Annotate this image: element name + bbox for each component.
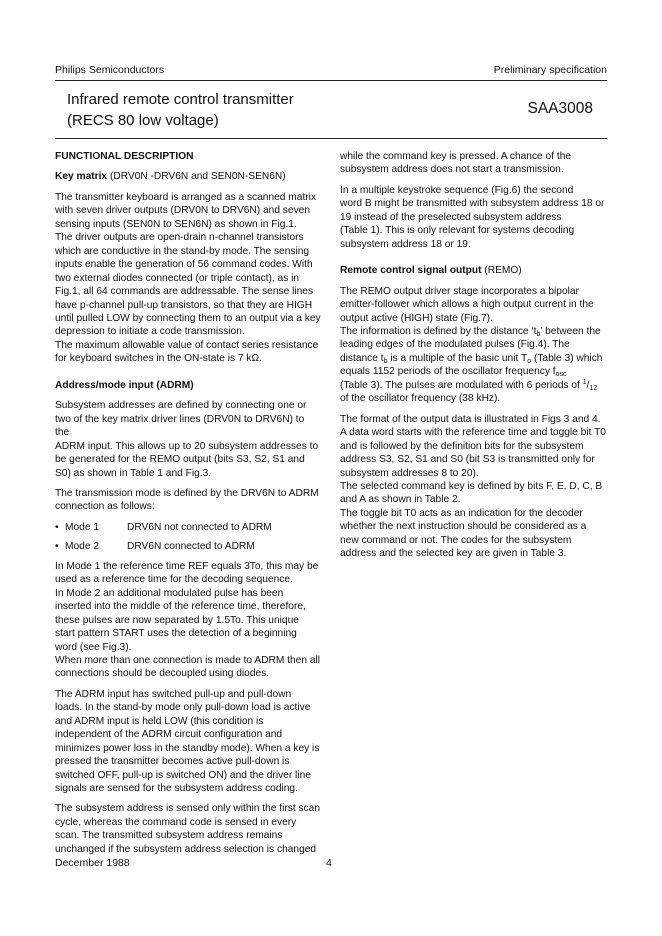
mode-text: DRV6N connected to ADRM xyxy=(127,541,255,553)
text-line: word B might be transmitted with subsystem address 18 or xyxy=(340,198,605,210)
text-line: 19 instead of the preselected subsystem address xyxy=(340,211,562,223)
text-line: and ADRM input is held LOW (this condition is xyxy=(55,715,264,727)
text-line: depression to initiate a code transmission. xyxy=(55,326,245,338)
text-line: have p-channel pull-up transistors, so that they are HIGH xyxy=(55,299,313,311)
title-block xyxy=(55,81,607,137)
mode-label: Mode 1 xyxy=(65,521,99,533)
text-line: signals are sensed for the subsystem address coding. xyxy=(55,783,298,795)
section-title: FUNCTIONAL DESCRIPTION xyxy=(55,151,194,162)
text-line: independent of the ADRM circuit configuration and xyxy=(55,729,283,741)
page-number: 4 xyxy=(326,857,332,869)
text-line: The selected command key is defined by bits F, E, D, C, B xyxy=(340,480,603,492)
text-line: two external diodes connected (or triple contact), as in xyxy=(55,272,300,284)
text-line: inputs enable the generation of 56 command codes. With xyxy=(55,259,313,271)
adrm-paragraph-5 xyxy=(55,802,321,856)
adrm-paragraph-4 xyxy=(55,688,321,796)
subscript: osc xyxy=(555,371,567,379)
text-line: When more than one connection is made to ADRM then all xyxy=(55,654,321,666)
subscript: b xyxy=(383,357,388,365)
text-line: The driver outputs are open-drain n-channel transistors xyxy=(55,232,304,244)
text-line: whether the next instruction should be considered as a xyxy=(340,521,587,533)
multiple-keystroke-paragraph xyxy=(340,184,606,251)
text-line: ADRM input. This allows up to 20 subsystem addresses to xyxy=(55,440,319,452)
mode-label: Mode 2 xyxy=(65,541,99,553)
text-line: switched OFF, pull-up is switched ON) and the driver line xyxy=(55,769,311,781)
text-line: while the command key is pressed. A chance of the xyxy=(340,151,572,162)
superscript: 1 xyxy=(582,378,587,386)
text-line: sensing inputs (SEN0N to SEN6N) as shown in Fig.1. xyxy=(55,218,297,230)
text-line: address and the selected key are given in Table 3. xyxy=(340,548,567,560)
remo-heading-bold: Remote control signal output xyxy=(340,265,482,277)
text-span: is a multiple of the basic unit T xyxy=(387,352,528,364)
continuation-paragraph xyxy=(340,150,606,177)
header-bottom-rule xyxy=(55,138,607,139)
adrm-paragraph-2 xyxy=(55,487,321,514)
remo-heading-suffix: (REMO) xyxy=(481,265,522,277)
remo-heading xyxy=(340,264,606,277)
text-line: In a multiple keystroke sequence (Fig.6) the second xyxy=(340,184,574,196)
text-line: which are conductive in the stand-by mode. The sensing xyxy=(55,245,310,257)
title-line-2: (RECS 80 low voltage) xyxy=(67,112,219,129)
text-span: (Table 3). The pulses are modulated with 6 periods of xyxy=(340,379,583,391)
adrm-paragraph-3 xyxy=(55,560,321,681)
text-line: and is followed by the definition bits for the subsystem xyxy=(340,440,584,452)
text-line: In Mode 1 the reference time REF equals 3To, this may be xyxy=(55,560,319,572)
mode-text: DRV6N not connected to ADRM xyxy=(127,521,272,533)
text-line xyxy=(340,379,606,392)
text-line: loads. In the stand-by mode only pull-down load is active xyxy=(55,702,311,714)
text-span: distance t xyxy=(340,352,384,364)
text-line: connection as follows: xyxy=(55,501,155,513)
keymatrix-heading-bold: Key matrix xyxy=(55,171,108,183)
subscript: 12 xyxy=(589,384,598,392)
text-line: subsystem address does not start a transmission. xyxy=(340,164,564,176)
text-line: subsystem addresses 8 to 20). xyxy=(340,467,479,479)
keymatrix-heading xyxy=(55,170,321,183)
text-line: start pattern START uses the detection of a beginning xyxy=(55,628,297,640)
text-line: S0) as shown in Table 1 and Fig.3. xyxy=(55,467,212,479)
text-line: The format of the output data is illustrated in Figs 3 and 4. xyxy=(340,413,601,425)
left-column xyxy=(55,150,321,863)
text-span: equals 1152 periods of the oscillator frequency f xyxy=(340,366,556,378)
title-line-1: Infrared remote control transmitter xyxy=(67,91,294,108)
remo-paragraph xyxy=(340,285,606,406)
text-line: used as a reference time for the decoding sequence. xyxy=(55,574,293,586)
text-line: with seven driver outputs (DRV0N to DRV6N) and seven xyxy=(55,205,310,217)
text-line: subsystem address 18 or 19. xyxy=(340,238,471,250)
text-line: The transmission mode is defined by the DRV6N to ADRM xyxy=(55,487,319,499)
subscript: b xyxy=(536,330,541,338)
text-line: (Table 1). This is only relevant for systems decoding xyxy=(340,225,575,237)
text-line xyxy=(340,352,606,365)
adrm-heading: Address/mode input (ADRM) xyxy=(55,379,194,391)
text-line xyxy=(340,325,606,338)
text-line: connections should be decoupled using diodes. xyxy=(55,668,270,680)
text-line: A data word starts with the reference time and toggle bit T0 xyxy=(340,427,606,439)
bullet-icon: • xyxy=(55,521,59,533)
header-company: Philips Semiconductors xyxy=(55,64,165,76)
text-line: The subsystem address is sensed only within the first scan xyxy=(55,803,320,815)
text-line: The transmitter keyboard is arranged as a scanned matrix xyxy=(55,191,317,203)
text-line: leading edges of the modulated pulses (Fig.4). The xyxy=(340,339,570,351)
text-line: minimizes power loss in the standby mode). When a key is xyxy=(55,742,320,754)
output-format-paragraph xyxy=(340,413,606,561)
text-line: address S3, S2, S1 and S0 (bit S3 is transmitted only for xyxy=(340,454,595,466)
text-line: Subsystem addresses are defined by connecting one or xyxy=(55,400,307,412)
text-line xyxy=(340,365,606,378)
text-line: cycle, whereas the command code is sensed in every xyxy=(55,816,297,828)
text-line: pressed the transmitter becomes active pull-down is xyxy=(55,756,290,768)
text-line: emitter-follower which allows a high output current in the xyxy=(340,299,594,311)
text-line: unchanged if the subsystem address selection is changed xyxy=(55,843,317,855)
text-line: be generated for the REMO output (bits S3, S2, S1 and xyxy=(55,454,305,466)
header-status: Preliminary specification xyxy=(493,64,607,76)
subscript: o xyxy=(527,357,532,365)
text-line: In Mode 2 an additional modulated pulse has been xyxy=(55,587,284,599)
document-title xyxy=(67,89,367,131)
text-line: these pulses are now separated by 1.5To. This unique xyxy=(55,614,299,626)
keymatrix-heading-suffix: (DRV0N -DRV6N and SEN0N-SEN6N) xyxy=(107,171,286,183)
keymatrix-paragraph xyxy=(55,191,321,366)
text-line: until pulled LOW by connecting them to an output via a key xyxy=(55,312,321,324)
text-line: Fig.1, all 64 commands are addressable. The sense lines xyxy=(55,286,314,298)
text-span: The information is defined by the distance ‘t xyxy=(340,325,537,337)
text-line: for keyboard switches in the ON-state is 7 kΩ. xyxy=(55,353,262,365)
bullet-icon: • xyxy=(55,541,59,553)
text-line: The ADRM input has switched pull-up and pull-down xyxy=(55,688,292,700)
text-line: The REMO output driver stage incorporates a bipolar xyxy=(340,285,579,297)
fraction-slash: / xyxy=(586,379,590,391)
text-span: ’ between the xyxy=(540,325,601,337)
mode-1-item xyxy=(55,521,321,534)
text-line: two of the key matrix driver lines (DRV0N to DRV6N) to the xyxy=(55,413,305,439)
text-line: new command or not. The codes for the subsystem xyxy=(340,534,572,546)
text-line: and A as shown in Table 2. xyxy=(340,494,461,506)
text-span: (Table 3) which xyxy=(531,352,603,364)
text-line: The maximum allowable value of contact series resistance xyxy=(55,339,319,351)
text-line: The toggle bit T0 acts as an indication for the decoder xyxy=(340,507,583,519)
text-line: of the oscillator frequency (38 kHz). xyxy=(340,393,501,405)
text-line: inserted into the middle of the reference time, therefore, xyxy=(55,601,306,613)
part-number: SAA3008 xyxy=(527,100,593,117)
text-line: output active (HIGH) state (Fig.7). xyxy=(340,312,493,324)
right-column xyxy=(340,150,606,568)
text-line: scan. The transmitted subsystem address remains xyxy=(55,830,283,842)
footer-date: December 1988 xyxy=(55,857,130,869)
text-line: word (see Fig.3). xyxy=(55,641,132,653)
mode-2-item xyxy=(55,540,321,553)
adrm-paragraph-1 xyxy=(55,399,321,480)
